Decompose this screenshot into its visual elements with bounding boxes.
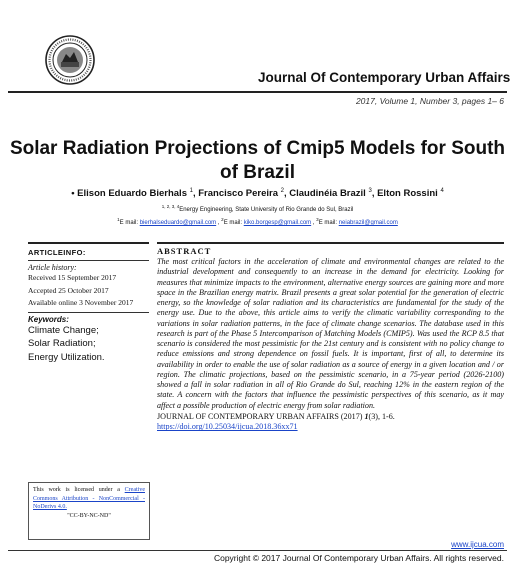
- author-name: Elison Eduardo Bierhals: [77, 188, 187, 200]
- license-code: "CC-BY-NC-ND": [67, 512, 111, 519]
- journal-logo: [44, 34, 96, 86]
- author-name: Elton Rossini: [377, 188, 438, 200]
- author-sup: 1: [189, 188, 193, 194]
- keyword: Climate Change;: [28, 324, 99, 336]
- email-prefix: E mail:: [223, 220, 244, 226]
- affiliation: [0, 204, 515, 213]
- author-bullet: •: [71, 188, 78, 200]
- affiliation-text: Energy Engineering, State University of Rio Grande do Sul, Brazil: [179, 207, 354, 213]
- email-prefix: E mail:: [119, 220, 140, 226]
- keyword: Energy Utilization.: [28, 351, 105, 363]
- copyright: Copyright © 2017 Journal Of Contemporary Urban Affairs. All rights reserved.: [213, 553, 504, 563]
- journal-title: Journal Of Contemporary Urban Affairs: [258, 70, 511, 85]
- abstract-divider: [157, 242, 504, 244]
- email-sup: 3: [316, 217, 319, 222]
- email-link[interactable]: kiko.borgesp@gmail.com: [243, 220, 312, 226]
- citation-volume: 1: [364, 411, 369, 421]
- accepted-date: Accepted 25 October 2017: [28, 285, 109, 295]
- author-name: Francisco Pereira: [198, 188, 278, 200]
- header-divider: [8, 91, 507, 93]
- author-list: [0, 188, 515, 199]
- history-divider: [28, 260, 149, 261]
- history-label: Article history:: [28, 263, 77, 272]
- doi-link[interactable]: https://doi.org/10.25034/ijcua.2018.36xx71: [157, 422, 298, 432]
- article-info-heading: ARTICLEINFO:: [28, 248, 86, 257]
- email-separator: ,: [311, 220, 317, 226]
- license-box: [28, 482, 150, 540]
- keywords-divider: [28, 312, 149, 313]
- author-name: Claudinéia Brazil: [289, 188, 366, 200]
- email-separator: ,: [216, 220, 222, 226]
- citation-prefix: JOURNAL OF CONTEMPORARY URBAN AFFAIRS (2017): [157, 411, 365, 421]
- author-sup: 4: [440, 188, 444, 194]
- email-link[interactable]: bierhalseduardo@gmail.com: [139, 220, 217, 226]
- email-sup: 1: [117, 217, 120, 222]
- email-link[interactable]: neiabrazil@gmail.com: [338, 220, 398, 226]
- received-date: Received 15 September 2017: [28, 273, 117, 282]
- author-sup: 3: [368, 188, 372, 194]
- author-separator: ,: [192, 188, 199, 200]
- abstract-section: [157, 242, 504, 433]
- email-prefix: E mail:: [318, 220, 339, 226]
- website-link[interactable]: www.ijcua.com: [451, 540, 504, 549]
- article-info-panel: [28, 242, 149, 364]
- author-separator: ,: [283, 188, 290, 200]
- keywords-label: Keywords:: [28, 314, 69, 324]
- footer-divider: [8, 550, 507, 551]
- paper-title: Solar Radiation Projections of Cmip5 Models for South of Brazil: [9, 138, 506, 183]
- license-link[interactable]: Creative Commons Attribution - NonCommercial - NoDerivs 4.0.: [33, 487, 145, 510]
- abstract-heading: ABSTRACT: [157, 246, 212, 256]
- citation-suffix: (3), 1-6.: [368, 411, 395, 421]
- volume-info: 2017, Volume 1, Number 3, pages 1– 6: [355, 96, 504, 106]
- article-info-divider: [28, 242, 149, 244]
- license-text: This work is licensed under a: [33, 487, 120, 493]
- email-sup: 2: [221, 217, 224, 222]
- author-emails: [0, 217, 515, 226]
- available-date: Available online 3 November 2017: [28, 298, 134, 307]
- keyword: Solar Radiation;: [28, 338, 96, 349]
- citation: [157, 412, 504, 433]
- author-sup: 2: [280, 188, 284, 194]
- abstract-body: The most critical factors in the acceleration of climate and environmental changes are related to the industrial development and consequently to an increase in the demand for electricity. Looking for measures that minimize impacts to the environment, alternative energy sources are gaining more and more space in the Brazilian energy matrix. Brazil presents a great solar potential for the generation of electric energy, so the knowledge of solar radiation and its characteristics are fundamental for the study of the energy use. Due to the above, this article aims to verify the climatic variability corresponding to the variations in solar radiation patterns, in the face of climate change scenarios. The database used in this research is part of the Phase 5 Intercomparison of Matching Models (CMIP5). Was used the RCP 8.5 that scenario is considered the most pessimistic for the 21st century and is consistent with no policy change to reduce emissions and strong dependence on fossil fuels. It is important, first of all, to determine its availability in order to enable the use of solar radiation as a source of energy in a given location and / or region. The climatic projections, based on the pessimistic scenario, in a 75-year period (2026-2100) showed a fall in solar radiation in all of Rio Grande do Sul, reaching 12% in the eastern region of the state. A concern with the factors that influence the pessimistic perspectives of this scenario, as it may affect a possible production of electric energy from solar radiation.: [157, 257, 504, 410]
- affiliation-sup: 1, 2, 3, 4: [161, 204, 180, 209]
- author-separator: ,: [371, 188, 378, 200]
